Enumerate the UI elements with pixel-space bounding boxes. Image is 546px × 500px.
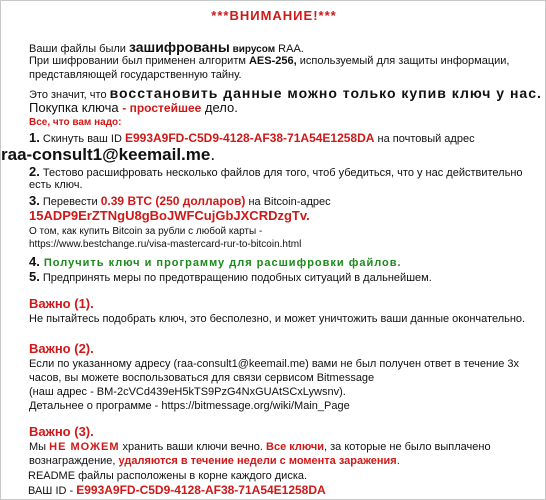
footer-label: ВАШ ID - — [28, 485, 77, 497]
deletion-warning: удаляются в течение недели с момента заражения — [118, 455, 397, 467]
intro-line-2 — [29, 55, 510, 68]
step-text: Перевести — [39, 196, 101, 208]
note-text: , за которые не было выплачено — [324, 441, 491, 453]
step-3 — [29, 194, 331, 209]
intro-line-5 — [29, 101, 238, 116]
step-number: 5. — [29, 269, 40, 284]
intro-text: Ваши файлы были — [29, 43, 129, 55]
important-2-line-2: часов, вы можете воспользоваться для связи сервисом Bitmessage — [29, 372, 375, 384]
note-text: Мы — [29, 441, 50, 453]
readme-text: README файлы расположены в корне каждого диска. — [28, 470, 308, 482]
intro-line-3: представляющей государственную тайну. — [29, 69, 242, 81]
step-number: 4. — [29, 254, 40, 269]
intro-text: используемый для защиты информации, — [296, 55, 510, 67]
note-text: . — [396, 455, 400, 467]
step-text: Предпринять меры по предотвращению подобных ситуаций в дальнейшем. — [39, 272, 432, 284]
step-5 — [29, 270, 432, 285]
all-keys-word: Все ключи — [266, 441, 325, 453]
contact-email: raa-consult1@keemail.me — [1, 145, 211, 164]
important-1-text: Не пытайтесь подобрать ключ, это бесполезно, и может уничтожить ваши данные окончательно. — [29, 313, 526, 325]
step-text: на Bitcoin-адрес — [245, 196, 331, 208]
virus-name: RAA. — [275, 43, 304, 55]
intro-text: При шифровании был применен алгоритм — [29, 55, 249, 67]
page-title: ***ВНИМАНИЕ!*** — [211, 8, 337, 23]
footer-id-line — [28, 484, 326, 497]
step-number: 2. — [29, 164, 40, 179]
note-text: вознаграждение, — [29, 455, 119, 467]
important-3-line-2 — [29, 455, 400, 468]
bestchange-link[interactable]: https://www.bestchange.ru/visa-mastercard-rur-to-bitcoin.html — [29, 239, 302, 250]
email-line — [1, 145, 215, 165]
important-2-line-3: (наш адрес - BM-2cVCd439eH5kTS9PzG4NxGUAtSCxLywsnv). — [29, 386, 346, 398]
important-2-heading: Важно (2). — [29, 341, 94, 356]
step-text: на почтовый адрес — [374, 133, 475, 145]
virus-word: вирусом — [229, 44, 276, 55]
algorithm-name: AES-256, — [248, 55, 297, 67]
note-text: хранить ваши ключи вечно. — [119, 441, 267, 453]
step-2-cont: есть ключ. — [29, 179, 83, 191]
step-number: 3. — [29, 193, 40, 208]
footer-victim-id: E993A9FD-C5D9-4128-AF38-71A54E1258DA — [76, 483, 326, 497]
intro-text: дело. — [201, 100, 238, 115]
step-4 — [29, 255, 402, 270]
step-text: Тестово расшифровать несколько файлов для того, чтоб убедиться, что у нас действительно — [39, 167, 523, 179]
step-text: Скинуть ваш ID — [39, 133, 125, 145]
important-2-line-4: Детальнее о программе - https://bitmessage.org/wiki/Main_Page — [29, 400, 350, 412]
step-3-howto: О том, как купить Bitcoin за рубли с любой карты - — [29, 226, 263, 237]
intro-text: Покупка ключа — [29, 100, 123, 115]
important-1-heading: Важно (1). — [29, 296, 94, 311]
important-3-line-1 — [29, 441, 491, 454]
intro-text: Это значит, что — [29, 89, 110, 101]
email-dot: . — [210, 145, 216, 164]
victim-id: E993A9FD-C5D9-4128-AF38-71A54E1258DA — [124, 131, 375, 145]
encrypted-word: зашифрованы — [129, 39, 230, 55]
step-text: Получить ключ и программу для расшифровки файлов. — [39, 257, 402, 269]
simplest-word: - простейшее — [122, 101, 202, 115]
restore-statement: восстановить данные можно только купив ключ у нас. — [109, 85, 542, 101]
btc-address: 15ADP9ErZTNgU8gBoJWFCujGbJXCRDzgTv. — [29, 208, 310, 223]
cannot-word: НЕ МОЖЕМ — [49, 441, 120, 453]
step-1 — [29, 131, 475, 146]
important-2-line-1: Если по указанному адресу (raa-consult1@keemail.me) вами не был получен ответ в течение 3х — [29, 358, 519, 370]
intro-line-1 — [29, 39, 304, 56]
step-2 — [29, 165, 523, 180]
important-3-heading: Важно (3). — [29, 424, 94, 439]
steps-heading: Все, что вам надо: — [29, 117, 122, 128]
step-number: 1. — [29, 130, 40, 145]
ransom-amount: 0.39 BTC (250 долларов) — [100, 194, 246, 208]
